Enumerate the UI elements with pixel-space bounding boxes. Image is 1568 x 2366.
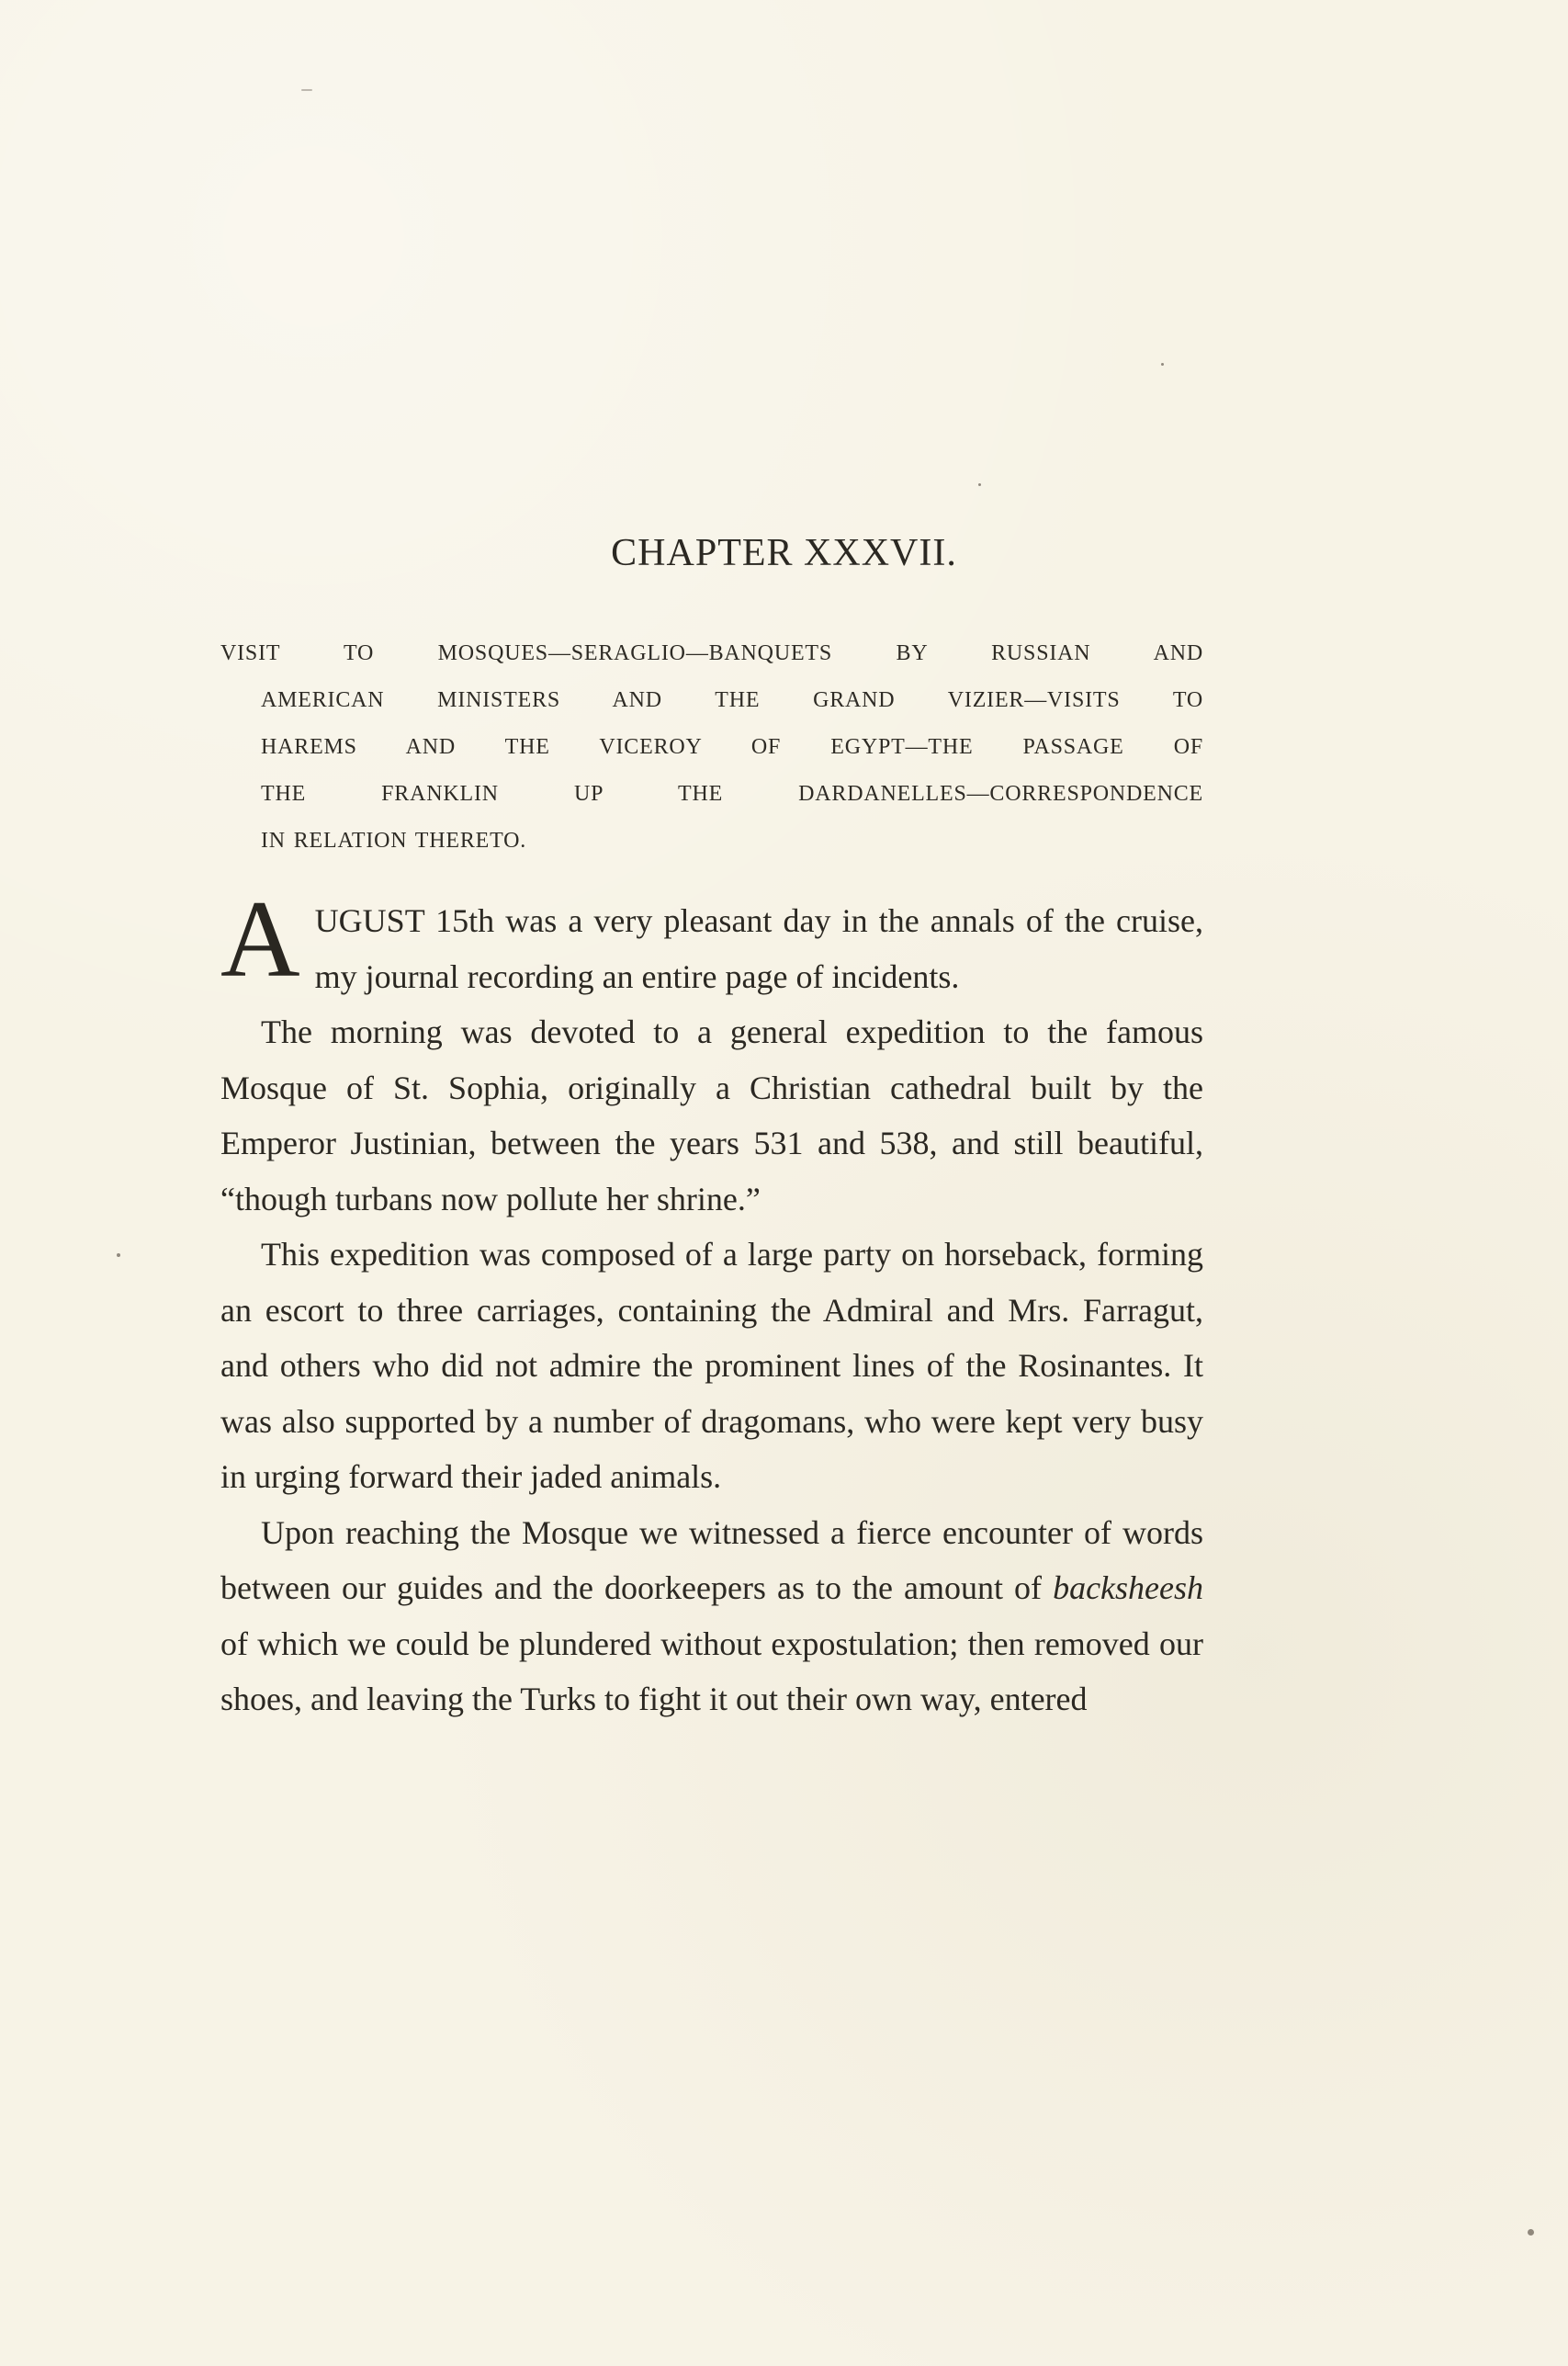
paragraph-text: UGUST 15th was a very pleasant day in the annals of the cruise, my journal recording an entire page of incidents. [314,902,1203,995]
summary-line: IN RELATION THERETO. [261,829,527,853]
body-text [220,877,1203,1727]
paper-speck [1528,2229,1534,2236]
paragraph-text: This expedition was composed of a large party on horseback, forming an escort to three carriages, containing the Admiral and Mrs. Farragut, and others who did not admire the prominent lines of the Rosinantes. It was also supported by a number of dragomans, who were kept very busy in urging forward their jaded animals. [220,1236,1203,1495]
chapter-summary [220,630,1203,865]
paper-speck [301,89,312,91]
paper-speck [117,1253,120,1257]
summary-line: VISIT TO MOSQUES—SERAGLIO—BANQUETS BY RUSSIAN AND [220,641,1203,665]
paragraph-august [220,877,1203,1004]
paragraph-mosque [220,1004,1203,1227]
paragraph-text-after: of which we could be plundered without expostulation; then removed our shoes, and leaving the Turks to fight it out their own way, entered [220,1625,1203,1717]
paper-speck [1161,363,1164,366]
summary-line: AMERICAN MINISTERS AND THE GRAND VIZIER—VISITS TO [261,688,1203,712]
summary-line: THE FRANKLIN UP THE DARDANELLES—CORRESPONDENCE [261,782,1203,806]
paper-speck [978,483,981,486]
chapter-title: CHAPTER XXXVII. [611,532,957,574]
paragraph-text-before: Upon reaching the Mosque we witnessed a fierce encounter of words between our guides and the doorkeepers as to the amount of [220,1513,1203,1606]
paragraph-expedition [220,1227,1203,1505]
summary-line: HAREMS AND THE VICEROY OF EGYPT—THE PASSAGE OF [261,735,1203,759]
drop-cap: A [220,877,300,1000]
paragraph-text: The morning was devoted to a general expedition to the famous Mosque of St. Sophia, originally a Christian cathedral built by the Emperor Justinian, between the years 531 and 538, and still beautiful, “though turbans now pollute her shrine.” [220,1013,1203,1217]
italic-word: backsheesh [1053,1569,1203,1606]
paragraph-arrival [220,1505,1203,1727]
